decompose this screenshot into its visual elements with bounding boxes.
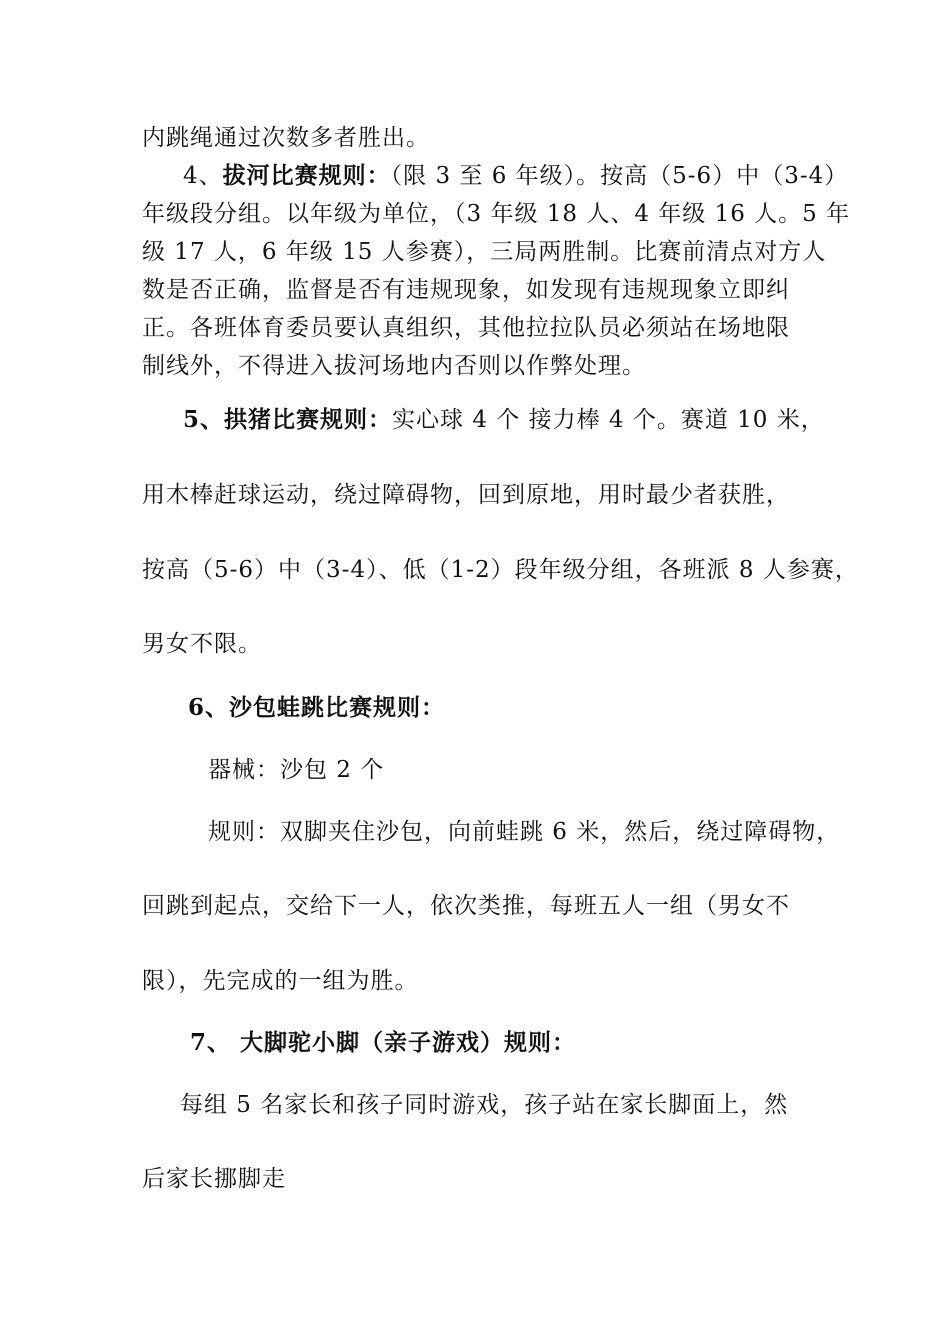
section-4-number: 4、 (183, 163, 223, 189)
text-line-13: 规则：双脚夹住沙包，向前蛙跳 6 米，然后，绕过障碍物， (208, 819, 841, 845)
section-4-title: 拔河比赛规则： (222, 162, 391, 189)
text-line-3: 年级段分组。以年级为单位，（3 年级 18 人、4 年级 16 人。5 年 (142, 201, 851, 227)
section-5-line (183, 405, 825, 435)
section-4-line (183, 161, 848, 191)
section-4-intro: （限 3 至 6 年级）。按高（5-6）中（3-4） (390, 163, 849, 189)
text-line-17: 后家长挪脚走 (142, 1166, 286, 1192)
text-line-11: 男女不限。 (142, 631, 262, 657)
text-line-10: 按高（5-6）中（3-4）、低（1-2）段年级分组，各班派 8 人参赛， (142, 557, 859, 583)
text-line-1: 内跳绳通过次数多者胜出。 (142, 125, 430, 151)
section-5-intro: 实心球 4 个 接力棒 4 个。赛道 10 米， (392, 407, 825, 433)
text-line-7: 制线外，不得进入拔河场地内否则以作弊处理。 (142, 353, 646, 379)
text-line-16: 每组 5 名家长和孩子同时游戏，孩子站在家长脚面上，然 (180, 1092, 789, 1118)
section-7-title: 7、 大脚驼小脚（亲子游戏）规则： (190, 1029, 577, 1056)
section-6-title: 6、沙包蛙跳比赛规则： (188, 694, 446, 721)
text-line-14: 回跳到起点，交给下一人，依次类推，每班五人一组（男女不 (142, 893, 790, 919)
section-5-title: 5、拱猪比赛规则： (183, 406, 393, 433)
text-line-15: 限），先完成的一组为胜。 (142, 968, 419, 994)
text-line-12: 器械：沙包 2 个 (208, 757, 385, 783)
text-line-4: 级 17 人，6 年级 15 人参赛），三局两胜制。比赛前清点对方人 (142, 239, 827, 265)
text-line-6: 正。各班体育委员要认真组织，其他拉拉队员必须站在场地限 (142, 315, 790, 341)
text-line-9: 用木棒赶球运动，绕过障碍物，回到原地，用时最少者获胜， (142, 482, 790, 508)
text-line-5: 数是否正确，监督是否有违规现象，如发现有违规现象立即纠 (142, 277, 790, 303)
